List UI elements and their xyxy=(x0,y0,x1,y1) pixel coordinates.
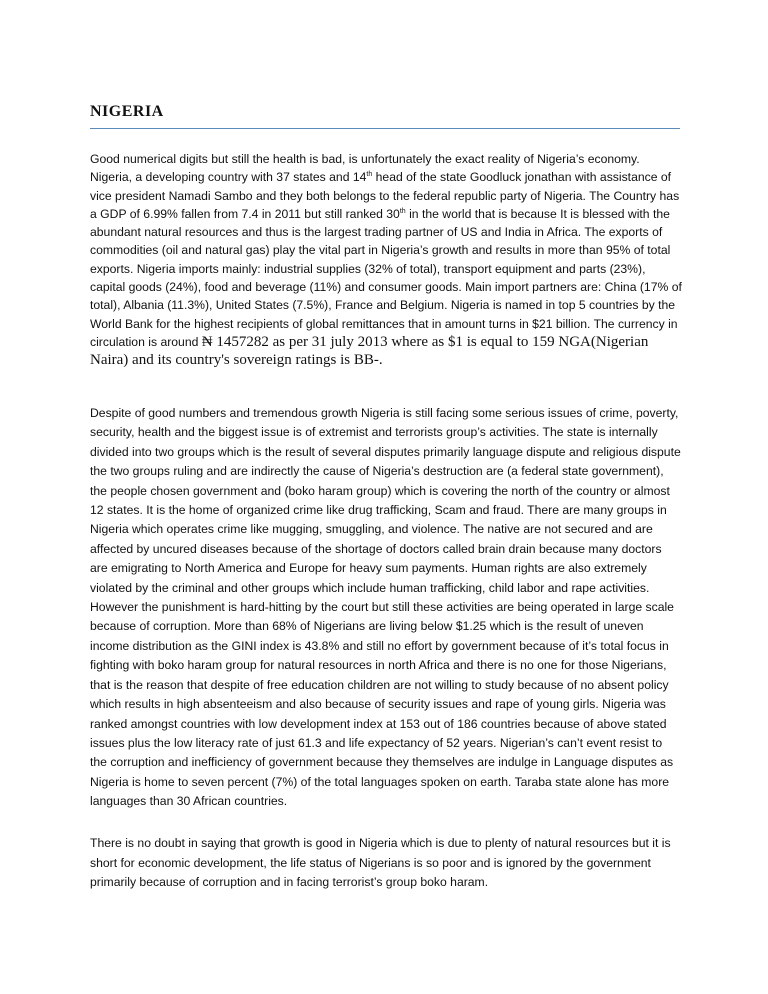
paragraph-economy xyxy=(90,150,682,370)
paragraph-economy-currency: ₦ 1457282 as per 31 july 2013 where as $1 is equal to 159 NGA(Nigerian Naira) and its country's sovereign ratings is BB-. xyxy=(90,333,649,369)
paragraph-economy-text-c: in the world that is because It is blessed with the abundant natural resources and thus is the largest trading partner of US and India in Africa. The exports of commodities (oil and natural gas) play the vital part in Nigeria’s growth and results in more than 95% of total exports. Nigeria imports mainly: industrial supplies (32% of total), transport equipment and parts (23%), capital goods (24%), food and beverage (11%) and consumer goods. Main import partners are: China (17% of total), Albania (11.3%), United States (7.5%), France and Belgium. Nigeria is named in top 5 countries by the World Bank for the highest recipients of global remittances that in amount turns in $21 billion. The currency in circulation is around xyxy=(90,206,682,349)
document-title: NIGERIA xyxy=(90,103,164,120)
paragraph-economy-text-b: head of the state Goodluck jonathan with assistance of vice president Namadi Sambo and they both belongs to the federal republic party of Nigeria. The Country has a GDP of 6.99% fallen from 7.4 in 2011 but still ranked 30 xyxy=(90,170,680,221)
superscript-th: th xyxy=(366,171,373,179)
superscript-th: th xyxy=(399,207,406,215)
paragraph-conclusion: There is no doubt in saying that growth is good in Nigeria which is due to plenty of natural resources but it is short for economic development, the life status of Nigerians is so poor and is ignored by the government primarily because of corruption and in facing terrorist’s group boko haram. xyxy=(90,836,671,890)
title-underline xyxy=(90,128,680,129)
paragraph-economy-text-a: Good numerical digits but still the health is bad, is unfortunately the exact reality of Nigeria’s economy. Nigeria, a developing country with 37 states and 14 xyxy=(90,152,640,185)
paragraph-issues: Despite of good numbers and tremendous growth Nigeria is still facing some serious issues of crime, poverty, security, health and the biggest issue is of extremist and terrorists group’s activities. The state is internally divided into two groups which is the result of several disputes primarily language dispute and religious dispute the two groups ruling and are indirectly the cause of Nigeria’s destruction are (a federal state government), the people chosen government and (boko haram group) which is covering the north of the country or almost 12 states. It is the home of organized crime like drug trafficking, Scam and fraud. There are many groups in Nigeria which operates crime like mugging, smuggling, and violence. The native are not secured and are affected by uncured diseases because of the shortage of doctors called brain drain because many doctors are emigrating to North America and Europe for heavy sum payments. Human rights are also extremely violated by the criminal and other groups which include human trafficking, child labor and rape activities. However the punishment is hard-hitting by the court but still these activities are being operated in large scale because of corruption. More than 68% of Nigerians are living below $1.25 which is the result of uneven income distribution as the GINI index is 43.8% and still no effort by government because of it’s total focus in fighting with boko haram group for natural resources in north Africa and there is no one for those Nigerians, that is the reason that despite of free education children are not willing to study because of no absent policy which results in high absenteeism and also because of security issues and rape of young girls. Nigeria was ranked amongst countries with low development index at 153 out of 186 countries because of above stated issues plus the low literacy rate of just 61.3 and life expectancy of 52 years. Nigerian’s can’t event resist to the corruption and inefficiency of government because they themselves are indulge in Language disputes as Nigeria is home to seven percent (7%) of the total languages spoken on earth. Taraba state alone has more languages than 30 African countries. xyxy=(90,406,681,809)
